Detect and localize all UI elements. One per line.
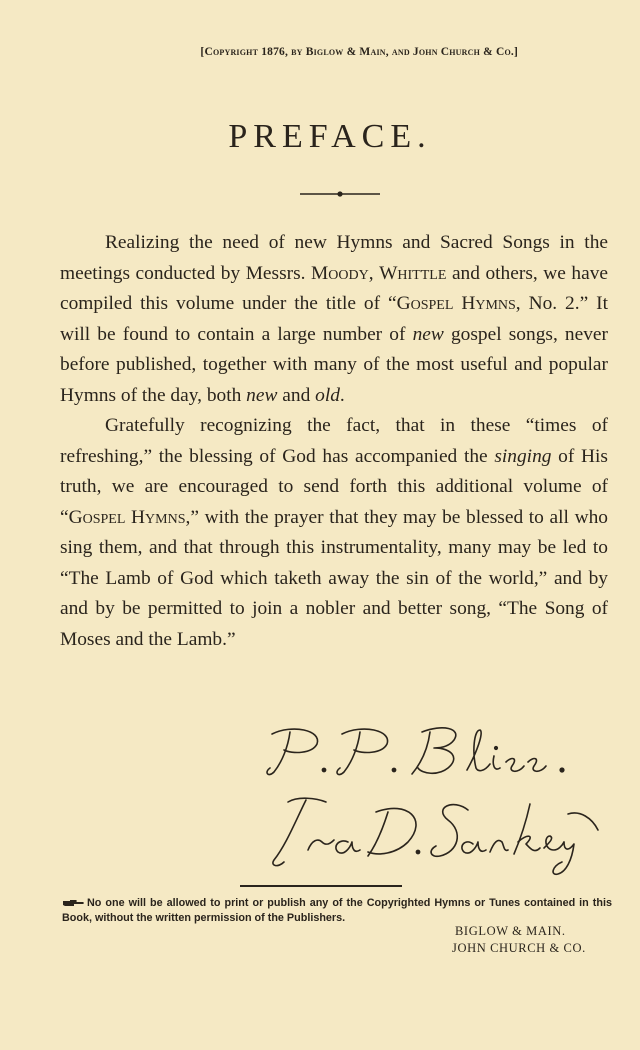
paragraph-2: Gratefully recognizing the fact, that in these “times of refreshing,” the blessing of God has accompanied the singing of His truth, we are encouraged to send forth this additional volume of “Gospel Hymns,” with the prayer that they may be blessed to all who sing them, and that through this instrumentality, many may be led to “The Lamb of God which taketh away the sin of the world,” and by and by be permitted to join a nobler and better song, “The Song of Moses and the Lamb.” — [60, 415, 608, 650]
publisher-biglow-main: BIGLOW & MAIN. — [455, 924, 566, 938]
publisher-john-church: JOHN CHURCH & CO. — [452, 941, 586, 955]
copyright-warning — [62, 896, 612, 926]
name-moody: Moody — [311, 262, 369, 284]
signature-sankey — [268, 790, 608, 880]
horizontal-rule — [240, 885, 402, 887]
emphasis-singing: singing — [494, 445, 552, 467]
book-title: Gospel Hymns — [396, 293, 516, 314]
emphasis-old: old — [315, 384, 340, 406]
paragraph-1: Realizing the need of new Hymns and Sacred Songs in the meetings conducted by Messrs. Moody, Whittle and others, we have compiled this volume under the title of “Gospel Hymns, No. 2.” It will be found to contain a large number of new gospel songs, never before published, together with many of the most useful and popular Hymns of the day, both new and old. — [60, 232, 608, 406]
name-whittle: Whittle — [379, 262, 447, 284]
signature-bliss — [262, 722, 607, 782]
copyright-notice: [Copyright 1876, by Biglow & Main, and John Church & Co.] — [200, 46, 518, 58]
emphasis-new-2: new — [246, 384, 278, 406]
page-title: PREFACE. — [228, 118, 432, 155]
emphasis-new: new — [412, 323, 444, 345]
preface-body — [60, 228, 608, 655]
copyright-warning-text: No one will be allowed to print or publish any of the Copyrighted Hymns or Tunes contained in this Book, without the written permission of the Publishers. — [62, 897, 612, 924]
book-title-2: Gospel Hymns — [68, 506, 186, 528]
title-ornament-divider — [300, 189, 380, 199]
pointing-hand-icon — [62, 899, 84, 907]
